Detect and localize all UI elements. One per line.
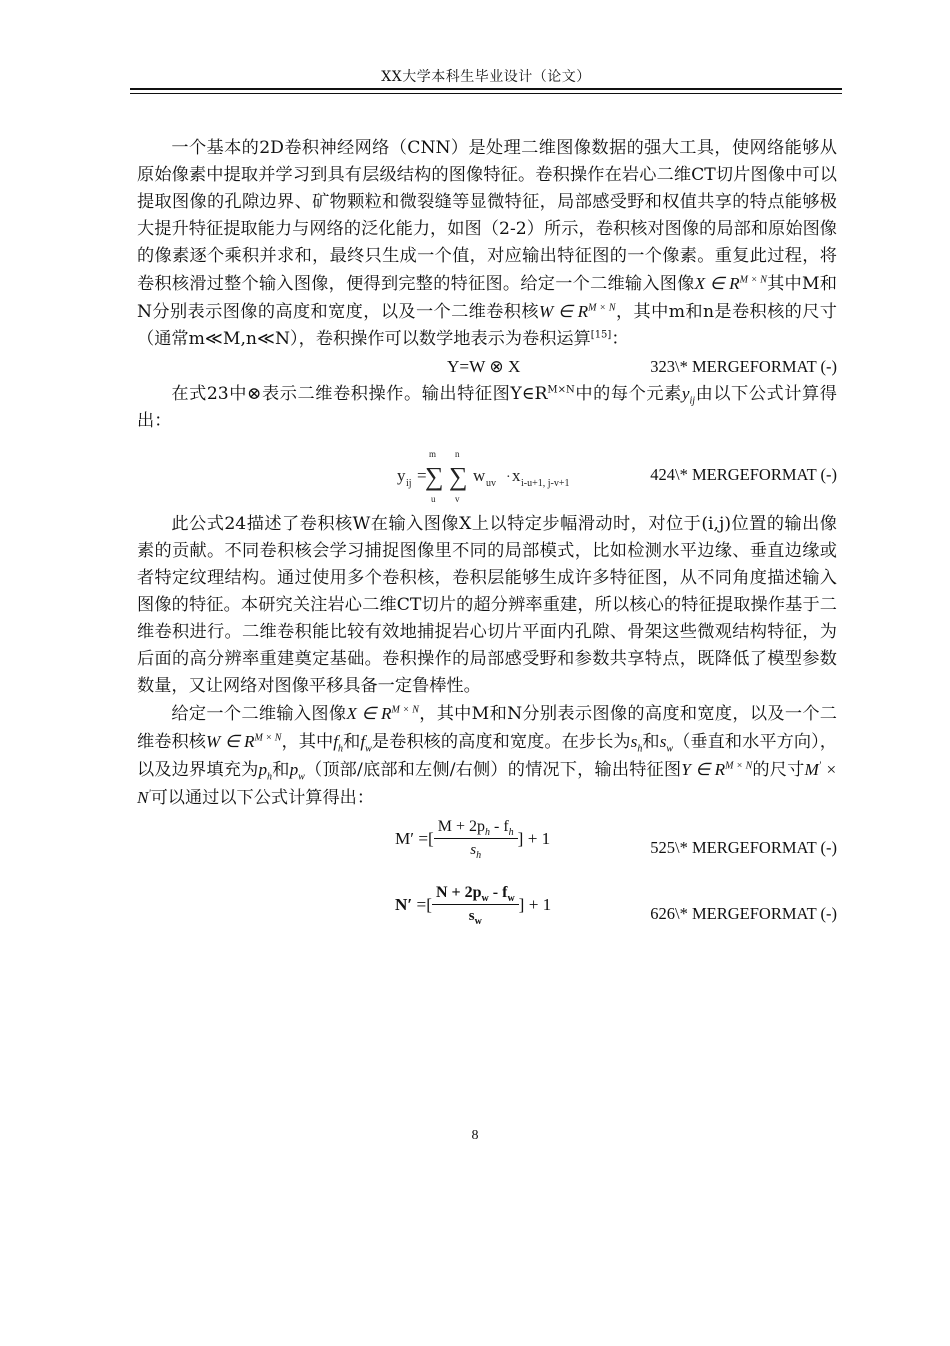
paragraph-3: 此公式24描述了卷积核W在输入图像X上以特定步幅滑动时，对位于(i,j)位置的输出像素的贡献。不同卷积核会学习捕捉图像里不同的局部模式，比如检测水平边缘、垂直边缘或者特定纹理结构。通过使用多个卷积核，卷积层能够生成许多特征图，从不同角度描述输入图像的特征。本研究关注岩心二维CT切片的超分辨率重建，所以核心的特征提取操作基于二维卷积进行。二维卷积能比较有效地捕捉岩心切片平面内孔隙、骨架这些微观结构特征，为后面的高分辨率重建奠定基础。卷积操作的局部感受野和参数共享特点，既降低了模型参数数量，又让网络对图像平移具备一定鲁棒性。 [137, 514, 837, 696]
svg-text:∑: ∑ [449, 462, 468, 491]
math-x-in-r: X ∈ $R^{M \times N}$ [694, 274, 767, 293]
math-w-in-r: W ∈ $R^{M \times N}$ [538, 302, 616, 321]
paragraph-4: 给定一个二维输入图像X ∈ $R^{M \times N}$，其中M和N分别表示图像的高度和宽度，以及一个二维卷积核W ∈ $R^{M \times N}$，其中$f_h$和$f_w$是卷积核的高度和宽度。在步长为$s_h$和$s_w$（垂直和水平方向），以及边界填充为$p_h$和$p_w$（顶部/底部和左侧/右侧）的情况下，输出特征图Y ∈ $R^{M \times N}$的尺寸M' × N'可以通过以下公式计算得出： [137, 704, 837, 808]
paragraph-2: 在式23中⊗表示二维卷积操作。输出特征图$Y\in R^{M\times N}$中的每个元素$y_{ij}$由以下公式计算得出： [137, 384, 837, 431]
equation-3 [137, 816, 837, 876]
page-number: 8 [471, 1128, 479, 1143]
equation-4-body: N′ =[ $\frac{N + 2p_w - f_w}{s_w}$ ] + 1 [395, 884, 552, 927]
header-rule-thin [130, 93, 842, 94]
header-rule-thick [130, 88, 842, 90]
math-yij: $y_{ij}$ [681, 384, 696, 407]
equation-1-body: Y=W ⊗ X [447, 357, 521, 376]
equation-1 [137, 353, 837, 380]
equation-4-number: 626\* MERGEFORMAT (-) [650, 904, 837, 923]
equation-1-number: 323\* MERGEFORMAT (-) [650, 357, 837, 376]
equation-4 [137, 882, 837, 942]
svg-text:m: m [429, 449, 437, 459]
svg-text:uv: uv [486, 478, 496, 489]
page-header: XX大学本科生毕业设计（论文） [381, 69, 591, 85]
svg-text:∑: ∑ [425, 462, 444, 491]
svg-text:·: · [506, 470, 511, 485]
paragraph-1: 一个基本的2D卷积神经网络（CNN）是处理二维图像数据的强大工具，使网络能够从原始像素中提取并学习到具有层级结构的图像特征。卷积操作在岩心二维CT切片图像中可以提取图像的孔隙边界、矿物颗粒和微裂缝等显微特征，局部感受野和权值共享的特点能够极大提升特征提取能力与网络的泛化能力，如图（2-2）所示，卷积核对图像的局部和原始图像的像素逐个乘积并求和，最终只生成一个值，对应输出特征图的一个像素。重复此过程，将卷积核滑过整个输入图像，便得到完整的特征图。给定一个二维输入图像X ∈ $R^{M \times N}$其中M和N分别表示图像的高度和宽度，以及一个二维卷积核W ∈ $R^{M \times N}$，其中m和n是卷积核的尺寸（通常m≪M,n≪N），卷积操作可以数学地表示为卷积运算[15]： [137, 138, 837, 349]
svg-text:y: y [397, 466, 406, 485]
equation-2 [137, 441, 837, 507]
svg-text:n: n [455, 449, 460, 459]
svg-text:i-u+1, j-v+1: i-u+1, j-v+1 [521, 478, 570, 489]
citation-ref: [15] [590, 329, 612, 341]
equation-2-body [395, 441, 615, 507]
svg-text:u: u [431, 494, 436, 504]
equation-3-number: 525\* MERGEFORMAT (-) [650, 838, 837, 857]
svg-text:ij: ij [406, 478, 412, 489]
document-body [137, 135, 837, 942]
svg-text:v: v [455, 494, 460, 504]
equation-2-number: 424\* MERGEFORMAT (-) [650, 465, 837, 484]
equation-3-body: M′ =[ $\frac{M + 2p_h - f_h}{s_h}$ ] + 1 [395, 818, 551, 861]
svg-text:w: w [473, 466, 486, 485]
svg-text:=: = [417, 466, 427, 485]
svg-text:x: x [512, 466, 521, 485]
